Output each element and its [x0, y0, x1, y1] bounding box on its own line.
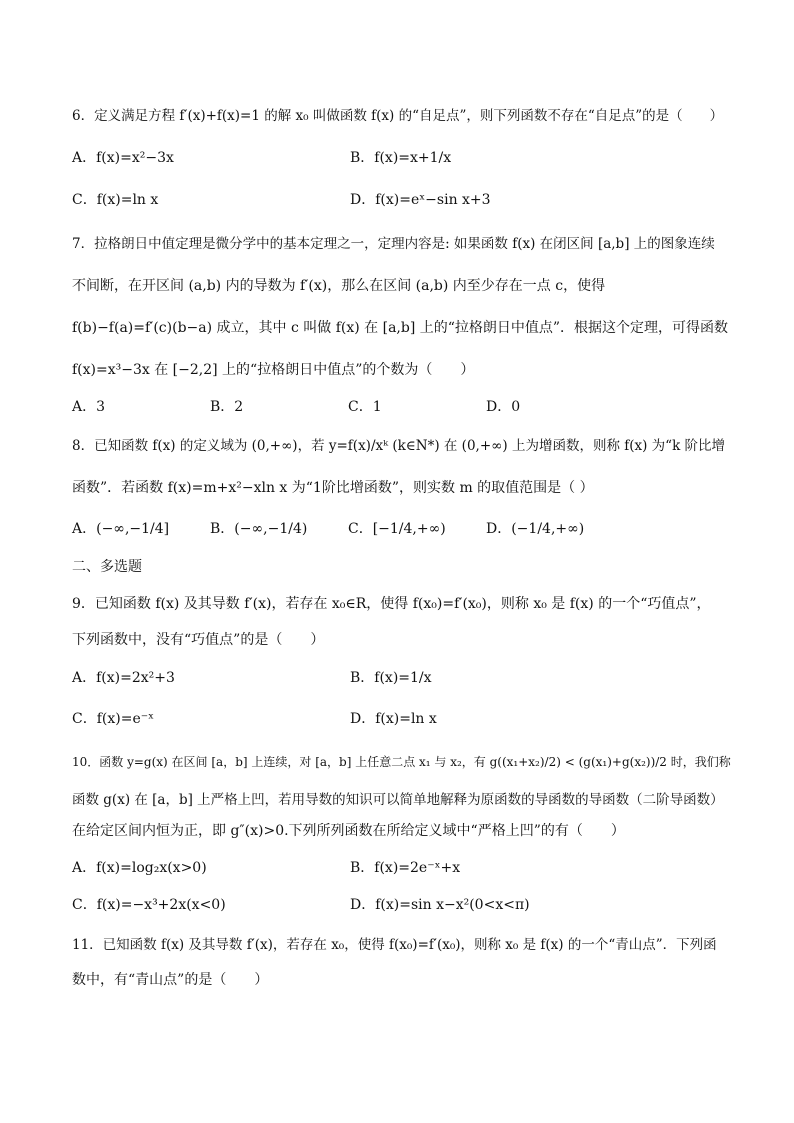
- section-heading-multiple-choice: 二、多选题: [72, 559, 142, 575]
- q9-line1: 9．已知函数 f(x) 及其导数 f′(x)，若存在 x₀∈R，使得 f(x₀)=f′(x₀)，则称 x₀ 是 f(x) 的一个“巧值点”，: [72, 596, 711, 612]
- q6-stem: 6．定义满足方程 f′(x)+f(x)=1 的解 x₀ 叫做函数 f(x) 的“自足点”，则下列函数不存在“自足点”的是（ ）: [72, 108, 724, 124]
- q7-option-a: A．3: [72, 399, 106, 415]
- q8-line2: 函数”．若函数 f(x)=m+x²−xln x 为“1阶比增函数”，则实数 m 的取值范围是（ ）: [72, 480, 594, 496]
- q9-option-d: D．f(x)=ln x: [350, 711, 437, 727]
- q6-option-d: D．f(x)=eˣ−sin x+3: [350, 192, 491, 208]
- q9-option-c: C．f(x)=e⁻ˣ: [72, 711, 155, 727]
- q10-option-c: C．f(x)=−x³+2x(x<0): [72, 897, 226, 913]
- q7-line3: f(b)−f(a)=f′(c)(b−a) 成立，其中 c 叫做 f(x) 在 [a,b] 上的“拉格朗日中值点”．根据这个定理，可得函数: [72, 320, 729, 336]
- q11-line1: 11．已知函数 f(x) 及其导数 f′(x)，若存在 x₀，使得 f(x₀)=f′(x₀)，则称 x₀ 是 f(x) 的一个“青山点”．下列函: [72, 937, 717, 953]
- q11-line2: 数中，有“青山点”的是（ ）: [72, 972, 269, 988]
- q9-option-a: A．f(x)=2x²+3: [72, 670, 175, 686]
- q10-option-a: A．f(x)=log₂x(x>0): [72, 860, 207, 876]
- q6-option-b: B．f(x)=x+1/x: [350, 150, 452, 166]
- q8-option-c: C．[−1/4,+∞): [348, 521, 446, 537]
- q7-line1: 7．拉格朗日中值定理是微分学中的基本定理之一，定理内容是: 如果函数 f(x) 在闭区间 [a,b] 上的图象连续: [72, 236, 715, 252]
- q10-line2: 函数 g(x) 在 [a，b] 上严格上凹，若用导数的知识可以简单地解释为原函数的导函数的导函数（二阶导函数）: [72, 792, 724, 808]
- q10-option-b: B．f(x)=2e⁻ˣ+x: [350, 860, 461, 876]
- q6-option-a: A．f(x)=x²−3x: [72, 150, 174, 166]
- q9-line2: 下列函数中，没有“巧值点”的是（ ）: [72, 632, 325, 648]
- q10-option-d: D．f(x)=sin x−x²(0<x<π): [350, 897, 530, 913]
- q8-option-b: B．(−∞,−1/4): [210, 521, 308, 537]
- q6-option-c: C．f(x)=ln x: [72, 192, 159, 208]
- q7-line2: 不间断，在开区间 (a,b) 内的导数为 f′(x)，那么在区间 (a,b) 内至少存在一点 c，使得: [72, 278, 606, 294]
- q10-line1: 10．函数 y=g(x) 在区间 [a，b] 上连续，对 [a，b] 上任意二点 x₁ 与 x₂，有 g((x₁+x₂)/2) < (g(x₁)+g(x₂))/2 时，我们称: [72, 755, 731, 769]
- q7-line4: f(x)=x³−3x 在 [−2,2] 上的“拉格朗日中值点”的个数为（ ）: [72, 362, 475, 378]
- q9-option-b: B．f(x)=1/x: [350, 670, 432, 686]
- q7-option-b: B．2: [210, 399, 244, 415]
- q10-line3: 在给定区间内恒为正，即 g″(x)>0.下列所列函数在所给定义域中“严格上凹”的有（ ）: [72, 823, 625, 839]
- q8-line1: 8．已知函数 f(x) 的定义域为 (0,+∞)，若 y=f(x)/xᵏ (k∈N*) 在 (0,+∞) 上为增函数，则称 f(x) 为“k 阶比增: [72, 438, 726, 454]
- q8-option-d: D．(−1/4,+∞): [486, 521, 585, 537]
- q8-option-a: A．(−∞,−1/4]: [72, 521, 170, 537]
- q7-option-c: C．1: [348, 399, 382, 415]
- q7-option-d: D．0: [486, 399, 521, 415]
